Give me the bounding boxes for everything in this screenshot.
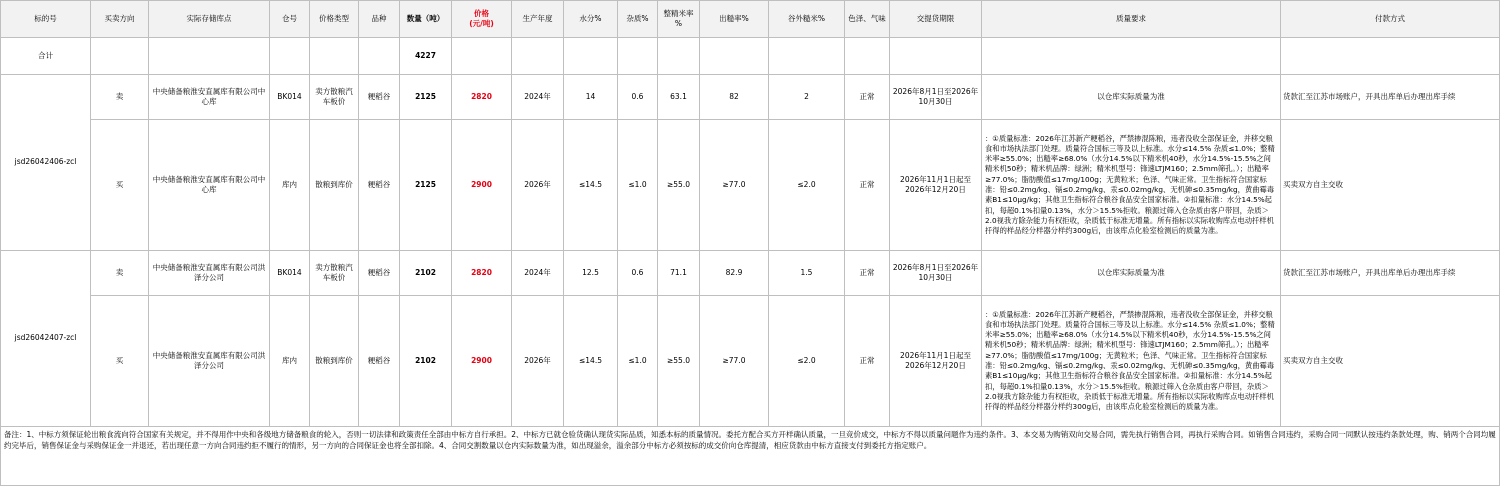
- total-label: 合计: [1, 38, 91, 75]
- payment-cell: 买卖双方自主交收: [1281, 120, 1500, 251]
- header-variety: 品种: [359, 1, 400, 38]
- delivery-cell: 2026年8月1日至2026年10月30日: [890, 251, 982, 296]
- header-price-line2: (元/吨): [469, 19, 494, 28]
- milling-cell: 82.9: [700, 251, 769, 296]
- header-milling: 出糙率%: [700, 1, 769, 38]
- head-rice-cell: 63.1: [658, 75, 700, 120]
- header-bin: 仓号: [270, 1, 310, 38]
- direction-cell: 卖: [91, 251, 149, 296]
- variety-cell: 粳稻谷: [359, 75, 400, 120]
- year-cell: 2024年: [512, 251, 564, 296]
- payment-cell: 买卖双方自主交收: [1281, 296, 1500, 427]
- moisture-cell: 14: [564, 75, 618, 120]
- milling-cell: ≥77.0: [700, 120, 769, 251]
- price-type-cell: 卖方散粮汽车板价: [310, 75, 359, 120]
- head-rice-cell: 71.1: [658, 251, 700, 296]
- delivery-cell: 2026年11月1日起至2026年12月20日: [890, 120, 982, 251]
- bin-cell: BK014: [270, 251, 310, 296]
- quality-cell: ：①质量标准：2026年江苏新产粳稻谷，严禁掺混陈粮，违者没收全部保证金，并移交粮食和市场执法部门处理。质量符合国标三等及以上标准。水分≤14.5% 杂质≤1.0%；整精米率≥55.0%；出糙率≥68.0%（水分14.5%以下精米机40秒，水分14.5%-15.5%之间精米机50秒；精米机品牌：绿洲；精米机型号：锋速LTJM160；2.5mm筛孔。）；出糙率≥77.0%；脂肪酸值≤17mg/100g；无黄粒米；色泽、气味正常。卫生指标符合国家标准：铅≤0.2mg/kg、镉≤0.2mg/kg、汞≤0.02mg/kg、无机砷≤0.35mg/kg，黄曲霉毒素B1≤10μg/kg；其他卫生指标符合粮谷食品安全国家标准。②扣量标准：水分14.5%起扣，每超0.1%扣量0.13%，水分＞15.5%拒收。粮源过筛入仓杂质由客户带回，杂质＞2.0视我方除杂能力有权拒收，杂质低于标准无增量。所有指标以实际收购库点电动扦样机扦得的样品经分样器分样约300g后，由该库点化验室检测后的质量为准。: [982, 296, 1281, 427]
- milling-cell: 82: [700, 75, 769, 120]
- color-odor-cell: 正常: [845, 251, 890, 296]
- quality-cell: 以仓库实际质量为准: [982, 251, 1281, 296]
- lot-number: jsd26042406-zcl: [1, 75, 91, 251]
- header-delivery: 交提货期限: [890, 1, 982, 38]
- moisture-cell: 12.5: [564, 251, 618, 296]
- warehouse-cell: 中央储备粮淮安直属库有限公司洪泽分公司: [149, 296, 270, 427]
- price-cell: 2900: [452, 296, 512, 427]
- head-rice-cell: ≥55.0: [658, 296, 700, 427]
- milling-cell: ≥77.0: [700, 296, 769, 427]
- husk-rice-cell: 1.5: [769, 251, 845, 296]
- husk-rice-cell: ≤2.0: [769, 120, 845, 251]
- impurity-cell: ≤1.0: [618, 120, 658, 251]
- price-type-cell: 散粮到库价: [310, 120, 359, 251]
- price-type-cell: 散粮到库价: [310, 296, 359, 427]
- header-husk-rice: 谷外糙米%: [769, 1, 845, 38]
- warehouse-cell: 中央储备粮淮安直属库有限公司洪泽分公司: [149, 251, 270, 296]
- husk-rice-cell: ≤2.0: [769, 296, 845, 427]
- header-quality: 质量要求: [982, 1, 1281, 38]
- quantity-cell: 2125: [400, 75, 452, 120]
- impurity-cell: ≤1.0: [618, 296, 658, 427]
- quantity-cell: 2102: [400, 296, 452, 427]
- header-lot-no: 标的号: [1, 1, 91, 38]
- quality-cell: 以仓库实际质量为准: [982, 75, 1281, 120]
- delivery-cell: 2026年8月1日至2026年10月30日: [890, 75, 982, 120]
- year-cell: 2024年: [512, 75, 564, 120]
- variety-cell: 粳稻谷: [359, 120, 400, 251]
- header-warehouse: 实际存储库点: [149, 1, 270, 38]
- impurity-cell: 0.6: [618, 251, 658, 296]
- quantity-cell: 2125: [400, 120, 452, 251]
- delivery-cell: 2026年11月1日起至2026年12月20日: [890, 296, 982, 427]
- header-color-odor: 色泽、气味: [845, 1, 890, 38]
- header-head-rice: [658, 1, 700, 38]
- direction-cell: 买: [91, 296, 149, 427]
- price-cell: 2820: [452, 251, 512, 296]
- note-row: [1, 427, 1500, 486]
- color-odor-cell: 正常: [845, 75, 890, 120]
- price-cell: 2820: [452, 75, 512, 120]
- variety-cell: 粳稻谷: [359, 296, 400, 427]
- warehouse-cell: 中央储备粮淮安直属库有限公司中心库: [149, 75, 270, 120]
- header-year: 生产年度: [512, 1, 564, 38]
- color-odor-cell: 正常: [845, 296, 890, 427]
- color-odor-cell: 正常: [845, 120, 890, 251]
- quality-cell: ：①质量标准：2026年江苏新产粳稻谷，严禁掺混陈粮，违者没收全部保证金，并移交粮食和市场执法部门处理。质量符合国标三等及以上标准。水分≤14.5% 杂质≤1.0%；整精米率≥55.0%；出糙率≥68.0%（水分14.5%以下精米机40秒，水分14.5%-15.5%之间精米机50秒；精米机品牌：绿洲；精米机型号：锋速LTJM160；2.5mm筛孔。）；出糙率≥77.0%；脂肪酸值≤17mg/100g；无黄粒米；色泽、气味正常。卫生指标符合国家标准：铅≤0.2mg/kg、镉≤0.2mg/kg、汞≤0.02mg/kg、无机砷≤0.35mg/kg，黄曲霉毒素B1≤10μg/kg；其他卫生指标符合粮谷食品安全国家标准。②扣量标准：水分14.5%起扣，每超0.1%扣量0.13%，水分＞15.5%拒收。粮源过筛入仓杂质由客户带回，杂质＞2.0视我方除杂能力有权拒收，杂质低于标准无增量。所有指标以实际收购库点电动扦样机扦得的样品经分样器分样约300g后，由该库点化验室检测后的质量为准。: [982, 120, 1281, 251]
- head-rice-cell: ≥55.0: [658, 120, 700, 251]
- header-price-line1: 价格: [474, 8, 489, 18]
- header-quantity: 数量（吨）: [400, 1, 452, 38]
- total-row: [1, 38, 1500, 75]
- year-cell: 2026年: [512, 296, 564, 427]
- moisture-cell: ≤14.5: [564, 296, 618, 427]
- header-head-rice-line1: 整精米率: [663, 8, 694, 18]
- total-quantity: 4227: [400, 38, 452, 75]
- price-cell: 2900: [452, 120, 512, 251]
- year-cell: 2026年: [512, 120, 564, 251]
- table-row: [1, 251, 1500, 296]
- header-price-type: 价格类型: [310, 1, 359, 38]
- direction-cell: 卖: [91, 75, 149, 120]
- header-row: [1, 1, 1500, 38]
- price-type-cell: 卖方散粮汽车板价: [310, 251, 359, 296]
- header-head-rice-line2: %: [674, 19, 683, 28]
- payment-cell: 货款汇至江苏市场账户，开具出库单后办理出库手续: [1281, 75, 1500, 120]
- lot-number: jsd26042407-zcl: [1, 251, 91, 427]
- quantity-cell: 2102: [400, 251, 452, 296]
- direction-cell: 买: [91, 120, 149, 251]
- variety-cell: 粳稻谷: [359, 251, 400, 296]
- warehouse-cell: 中央储备粮淮安直属库有限公司中心库: [149, 120, 270, 251]
- payment-cell: 货款汇至江苏市场账户，开具出库单后办理出库手续: [1281, 251, 1500, 296]
- table-row: [1, 296, 1500, 427]
- moisture-cell: ≤14.5: [564, 120, 618, 251]
- header-payment: 付款方式: [1281, 1, 1500, 38]
- note-text: 备注：1、中标方须保证轮出粮食流向符合国家有关规定，并不得用作中央和各级地方储备粮食的轮入，否则一切法律和政策责任全部由中标方自行承担。2、中标方已就仓验货确认现货实际品质，知悉本标的质量情况。委托方配合买方开样确认质量，一旦竞价成交，中标方不得以质量问题作为违约条件。3、本交易为购销双向交易合同，需先执行销售合同，再执行采购合同。如销售合同违约，采购合同一同默认按违约条款处理，购、销两个合同均履约完毕后，销售保证金与采购保证金一并退还，若出现任意一方向合同违约拒不履行的情形，另一方向的合同保证金也将全部扣除。4、合同交割数量以仓内实际数量为准，如出现溢余，溢余部分中标方必须按标的成交价向仓库提清，相应货款由中标方直接支付到委托方指定账户。: [1, 427, 1500, 486]
- table-row: [1, 120, 1500, 251]
- header-price: [452, 1, 512, 38]
- bin-cell: 库内: [270, 296, 310, 427]
- header-direction: 买卖方向: [91, 1, 149, 38]
- bin-cell: BK014: [270, 75, 310, 120]
- bin-cell: 库内: [270, 120, 310, 251]
- table-row: [1, 75, 1500, 120]
- header-moisture: 水分%: [564, 1, 618, 38]
- impurity-cell: 0.6: [618, 75, 658, 120]
- header-impurity: 杂质%: [618, 1, 658, 38]
- husk-rice-cell: 2: [769, 75, 845, 120]
